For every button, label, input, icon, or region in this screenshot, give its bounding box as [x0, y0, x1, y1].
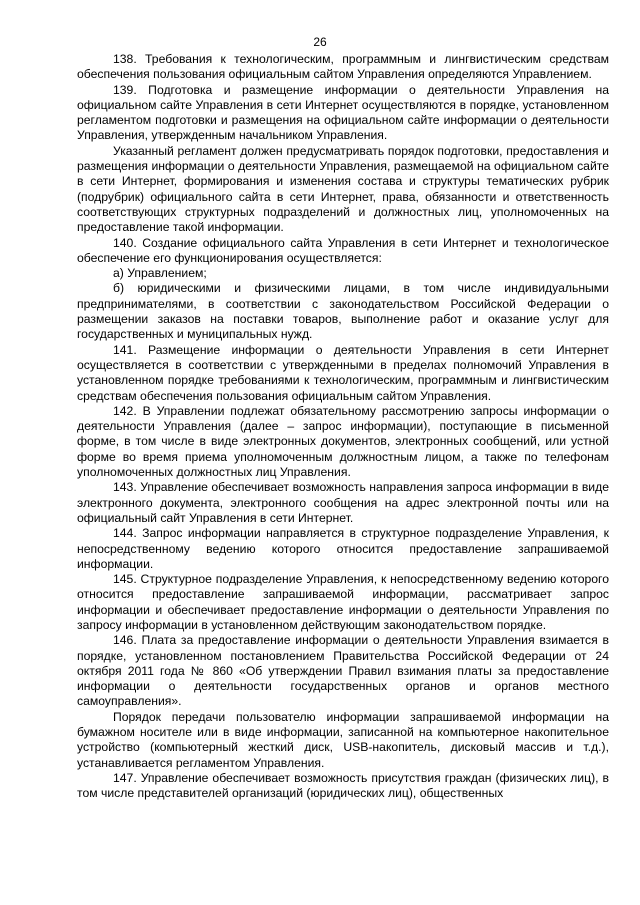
- paragraph-139-regulation: Указанный регламент должен предусматривать порядок подготовки, предоставления и размещения информации о деятельности Управления, размещаемой на официальном сайте в сети Интернет, формирования и изменения состава и структуры тематических рубрик (подрубрик) официального сайта в сети Интернет, права, обязанности и ответственность соответствующих структурных подразделений и должностных лиц, уполномоченных на предоставление такой информации.: [77, 143, 609, 235]
- paragraph-146-transfer: Порядок передачи пользователю информации запрашиваемой информации на бумажном носителе или в виде информации, записанной на компьютерное накопительное устройство (компьютерный жесткий диск, USB-накопитель, дисковый массив и т.д.), устанавливается регламентом Управления.: [77, 709, 609, 770]
- paragraph-140: 140. Создание официального сайта Управления в сети Интернет и технологическое обеспечение его функционирования осуществляется:: [77, 235, 609, 265]
- paragraph-142: 142. В Управлении подлежат обязательному рассмотрению запросы информации о деятельности Управления (далее – запрос информации), поступающие в письменной форме, в том числе в виде электронных документов, электронных сообщений, или устной форме во время приема уполномоченным должностным лицом, а также по телефонам уполномоченных должностных лиц Управления.: [77, 403, 609, 480]
- list-item-a: а) Управлением;: [113, 266, 207, 281]
- paragraph-145: 145. Структурное подразделение Управления, к непосредственному ведению которого относится предоставление запрашиваемой информации, рассматривает запрос информации и обеспечивает предоставление информации о деятельности Управления по запросу информации в установленном действующим законодательством порядке.: [77, 572, 609, 632]
- paragraph-143: 143. Управление обеспечивает возможность направления запроса информации в виде электронного документа, электронного сообщения на адрес электронной почты или на официальный сайт Управления в сети Интернет.: [77, 480, 609, 525]
- document-body: [77, 52, 609, 802]
- page-number: 26: [313, 35, 327, 49]
- paragraph-138: 138. Требования к технологическим, программным и лингвистическим средствам обеспечения пользования официальным сайтом Управления определяются Управлением.: [77, 52, 609, 82]
- paragraph-144: 144. Запрос информации направляется в структурное подразделение Управления, к непосредственному ведению которого относится предоставление запрашиваемой информации.: [77, 526, 609, 571]
- paragraph-139: 139. Подготовка и размещение информации о деятельности Управления на официальном сайте Управления в сети Интернет осуществляются в порядке, установленном регламентом подготовки и размещения на официальном сайте информации о деятельности Управления, утвержденным начальником Управления.: [77, 82, 609, 143]
- list-item-b: б) юридическими и физическими лицами, в том числе индивидуальными предпринимателями, в соответствии с законодательством Российской Федерации о размещении заказов на поставки товаров, выполнение работ и оказание услуг для государственных и муниципальных нужд.: [77, 281, 609, 342]
- paragraph-146: 146. Плата за предоставление информации о деятельности Управления взимается в порядке, установленном постановлением Правительства Российской Федерации от 24 октября 2011 года № 860 «Об утверждении Правил взимания платы за предоставление информации о деятельности государственных органов и органов местного самоуправления».: [77, 633, 609, 709]
- paragraph-141: 141. Размещение информации о деятельности Управления в сети Интернет осуществляется в соответствии с утвержденными в пределах полномочий Управления в установленном порядке требованиями к технологическим, программным и лингвистическим средствам обеспечения пользования официальным сайтом Управления.: [77, 342, 609, 403]
- paragraph-147: 147. Управление обеспечивает возможность присутствия граждан (физических лиц), в том числе представителей организаций (юридических лиц), общественных: [77, 770, 609, 801]
